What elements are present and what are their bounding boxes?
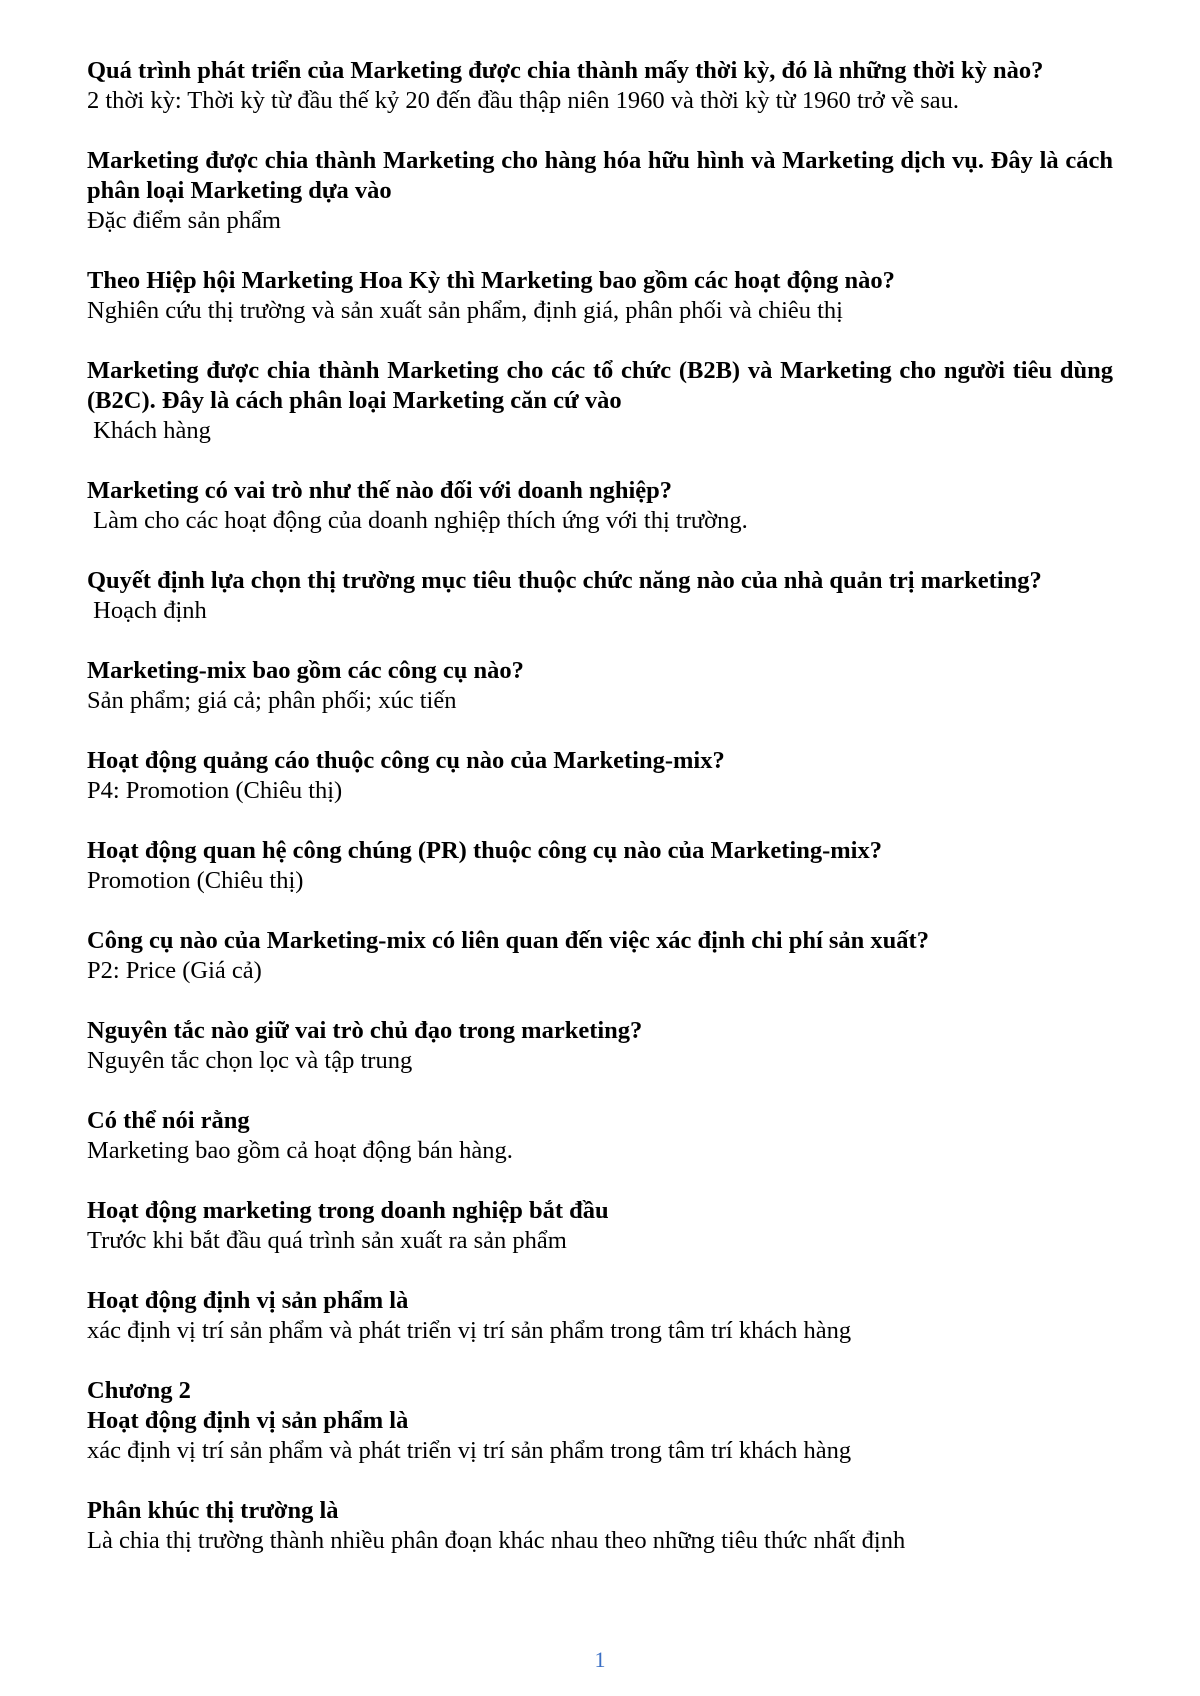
question-text: Hoạt động định vị sản phẩm là [87, 1407, 409, 1434]
question-text: Có thể nói rằng [87, 1107, 250, 1134]
qa-item [87, 266, 1113, 326]
question-text: Marketing-mix bao gồm các công cụ nào? [87, 657, 524, 684]
answer-text: P2: Price (Giá cả) [87, 957, 262, 984]
qa-item [87, 656, 1113, 716]
question-text: Hoạt động marketing trong doanh nghiệp bắt đầu [87, 1197, 609, 1224]
answer-text: Làm cho các hoạt động của doanh nghiệp thích ứng với thị trường. [87, 507, 748, 534]
answer-text: xác định vị trí sản phẩm và phát triển vị trí sản phẩm trong tâm trí khách hàng [87, 1437, 852, 1464]
qa-item [87, 926, 1113, 986]
question-text: Hoạt động quảng cáo thuộc công cụ nào của Marketing-mix? [87, 747, 725, 774]
answer-text: 2 thời kỳ: Thời kỳ từ đầu thế kỷ 20 đến đầu thập niên 1960 và thời kỳ từ 1960 trở về sau. [87, 87, 960, 114]
qa-item [87, 1106, 1113, 1166]
qa-item [87, 356, 1113, 446]
question-text: Công cụ nào của Marketing-mix có liên quan đến việc xác định chi phí sản xuất? [87, 927, 929, 954]
qa-item [87, 1496, 1113, 1556]
answer-text: Nghiên cứu thị trường và sản xuất sản phẩm, định giá, phân phối và chiêu thị [87, 297, 843, 324]
answer-text: Trước khi bắt đầu quá trình sản xuất ra sản phẩm [87, 1227, 567, 1254]
document-page [87, 56, 1113, 1586]
answer-text: Sản phẩm; giá cả; phân phối; xúc tiến [87, 687, 457, 714]
question-text: Phân khúc thị trường là [87, 1497, 339, 1524]
answer-text: Đặc điểm sản phẩm [87, 207, 281, 234]
page-number: 1 [594, 1647, 606, 1672]
chapter-heading: Chương 2 [87, 1377, 191, 1404]
answer-text: Là chia thị trường thành nhiều phân đoạn khác nhau theo những tiêu thức nhất định [87, 1527, 906, 1554]
qa-item [87, 1286, 1113, 1346]
answer-text: Khách hàng [87, 417, 211, 444]
question-text: Hoạt động quan hệ công chúng (PR) thuộc công cụ nào của Marketing-mix? [87, 837, 882, 864]
chapter-section [87, 1376, 1113, 1466]
answer-text: Nguyên tắc chọn lọc và tập trung [87, 1047, 413, 1074]
answer-text: P4: Promotion (Chiêu thị) [87, 777, 343, 804]
question-text: Nguyên tắc nào giữ vai trò chủ đạo trong marketing? [87, 1017, 643, 1044]
qa-item [87, 566, 1113, 626]
question-text: Quá trình phát triển của Marketing được chia thành mấy thời kỳ, đó là những thời kỳ nào? [87, 57, 1044, 84]
qa-item [87, 1016, 1113, 1076]
qa-item [87, 146, 1113, 236]
question-text: Marketing được chia thành Marketing cho hàng hóa hữu hình và Marketing dịch vụ. Đây là cách phân loại Marketing dựa vào [87, 147, 1113, 204]
question-text: Marketing có vai trò như thế nào đối với doanh nghiệp? [87, 477, 673, 504]
qa-item [87, 836, 1113, 896]
qa-item [87, 1196, 1113, 1256]
qa-item [87, 746, 1113, 806]
qa-item [87, 56, 1113, 116]
answer-text: Hoạch định [87, 597, 207, 624]
answer-text: Promotion (Chiêu thị) [87, 867, 304, 894]
answer-text: Marketing bao gồm cả hoạt động bán hàng. [87, 1137, 513, 1164]
question-text: Hoạt động định vị sản phẩm là [87, 1287, 409, 1314]
question-text: Theo Hiệp hội Marketing Hoa Kỳ thì Marketing bao gồm các hoạt động nào? [87, 267, 895, 294]
answer-text: xác định vị trí sản phẩm và phát triển vị trí sản phẩm trong tâm trí khách hàng [87, 1317, 852, 1344]
question-text: Marketing được chia thành Marketing cho các tổ chức (B2B) và Marketing cho người tiêu dùng (B2C). Đây là cách phân loại Marketing căn cứ vào [87, 357, 1113, 414]
question-text: Quyết định lựa chọn thị trường mục tiêu thuộc chức năng nào của nhà quản trị marketing? [87, 567, 1042, 594]
qa-item [87, 476, 1113, 536]
